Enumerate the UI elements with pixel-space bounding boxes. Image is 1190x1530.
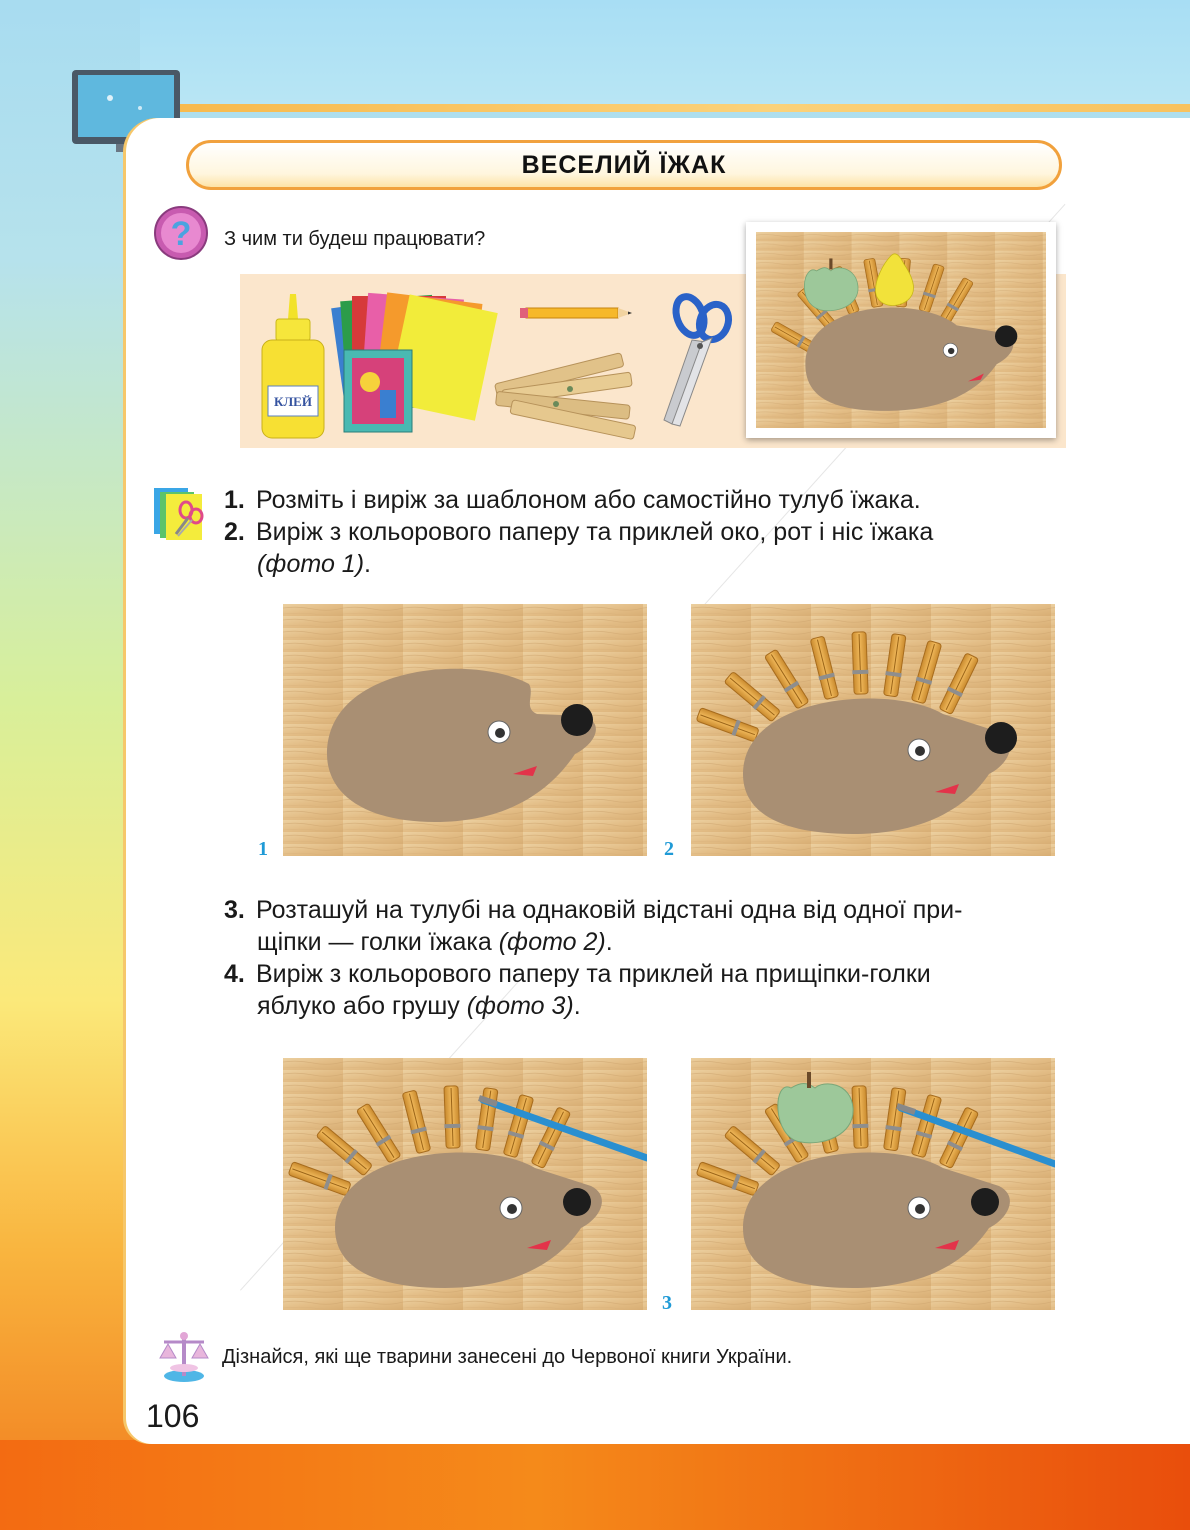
step-number: 4.	[224, 960, 245, 988]
photo-3b	[691, 1058, 1055, 1310]
step-4	[224, 958, 1070, 1022]
step-text-continued: яблуко або грушу	[257, 992, 467, 1020]
step-3	[224, 894, 1070, 958]
title-bar	[186, 140, 1062, 190]
scissors-paper-icon	[152, 484, 210, 542]
step-text: Розташуй на тулубі на однаковій відстані одна від одної при-	[256, 896, 963, 924]
photo-number: 2	[664, 838, 674, 860]
page-number: 106	[146, 1398, 200, 1434]
step-end: .	[364, 550, 371, 578]
photo-number: 1	[258, 838, 268, 860]
photo-1	[283, 604, 647, 856]
step-text: Виріж з кольорового паперу та приклей на прищіпки-голки	[256, 960, 931, 988]
top-band	[140, 0, 1190, 110]
step-text-continued: щіпки — голки їжака	[257, 928, 499, 956]
photo-number: 3	[662, 1292, 672, 1314]
step-text: Розміть і виріж за шаблоном або самостійно тулуб їжака.	[256, 486, 921, 514]
step-number: 3.	[224, 896, 245, 924]
photo-reference: (фото 3)	[466, 992, 574, 1020]
footer-text: Дізнайся, які ще тварини занесені до Червоної книги України.	[222, 1346, 793, 1368]
question-icon	[153, 205, 209, 261]
result-photo	[746, 222, 1056, 438]
photo-2	[691, 604, 1055, 856]
svg-text:КЛЕЙ: КЛЕЙ	[274, 394, 312, 409]
svg-text:?: ?	[170, 215, 192, 253]
step-end: .	[573, 992, 581, 1020]
step-text: Виріж з кольорового паперу та приклей око, рот і ніс їжака	[256, 518, 934, 546]
colored-paper-icon	[331, 292, 498, 432]
step-2	[224, 516, 1070, 580]
pencil-icon	[520, 308, 632, 318]
step-end: .	[605, 928, 613, 956]
scales-icon	[156, 1328, 212, 1384]
glue-icon	[262, 294, 324, 438]
photo-reference: (фото 2)	[498, 928, 606, 956]
bottom-band	[0, 1440, 1190, 1530]
step-1	[224, 484, 1070, 516]
question-text: З чим ти будеш працювати?	[224, 228, 486, 250]
page-title: ВЕСЕЛИЙ ЇЖАК	[521, 150, 727, 179]
step-number: 1.	[224, 486, 245, 514]
scissors-icon	[664, 293, 733, 426]
clothespins-icon	[495, 353, 637, 440]
step-number: 2.	[224, 518, 245, 546]
orange-stripe	[140, 104, 1190, 112]
photo-3a	[283, 1058, 647, 1310]
photo-reference: (фото 1)	[257, 550, 365, 578]
